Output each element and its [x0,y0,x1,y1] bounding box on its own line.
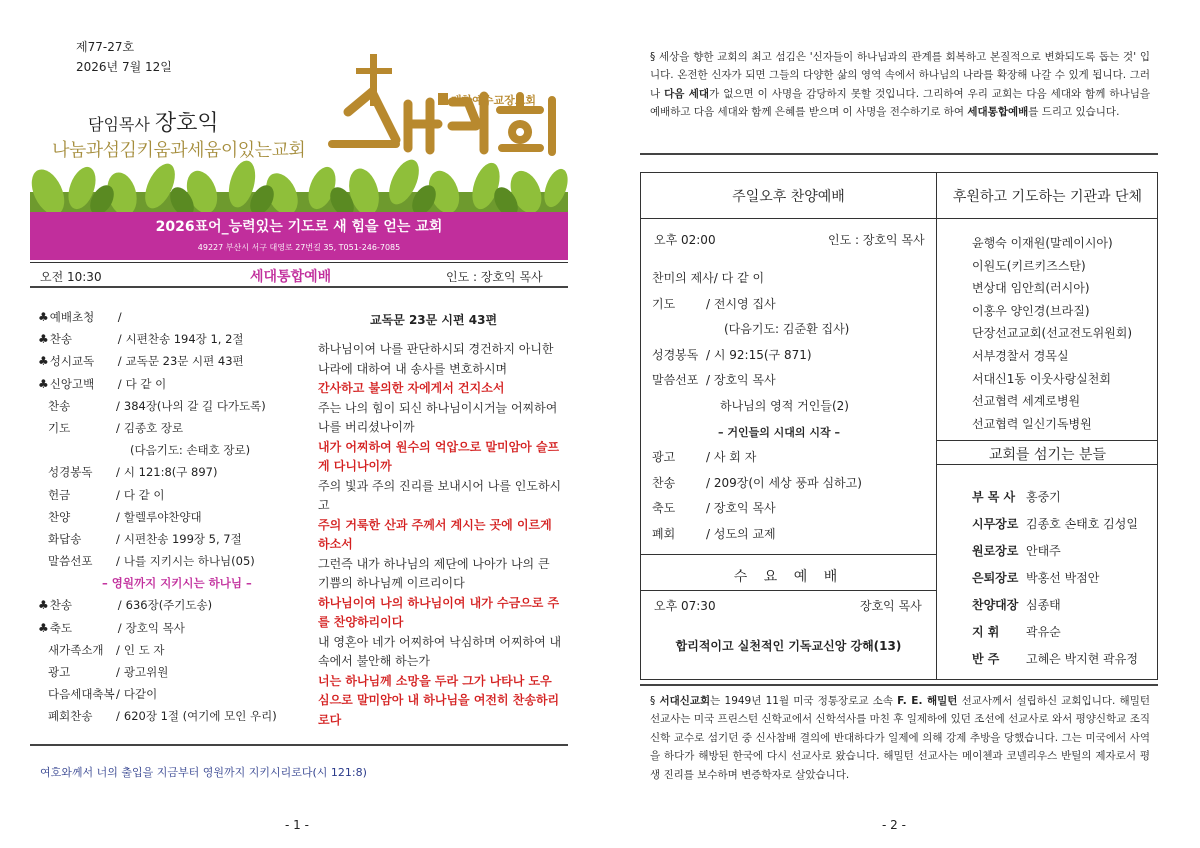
sunday-order-item [652,522,932,548]
servant-names: 곽유순 [1026,625,1061,639]
order-value: 장호익 목사 [125,620,185,635]
service-title: 세대통합예배 [250,269,332,285]
order-separator: / [116,665,120,679]
order-label: 축도 [652,501,676,516]
order-label: 말씀선포 [48,554,93,569]
order-label: 새가족소개 [48,642,104,657]
order-label: 찬미의 제사 [652,271,714,285]
banner-title: 2026표어_능력있는 기도로 새 힘을 얻는 교회 [155,219,443,235]
order-label: 폐회찬송 [48,709,93,724]
order-value: – 거인들의 시대의 시작 – [718,425,840,439]
order-separator: / [116,642,120,657]
club-icon: ♣ [38,376,49,391]
order-label: 찬양 [48,509,71,524]
servants-list [972,484,1138,673]
reading-response: 하나님이여 나의 하나님이여 내가 수금으로 주를 찬양하리이다 [318,595,560,629]
order-item [38,661,308,683]
order-value: 시편찬송 199장 5, 7절 [123,531,242,546]
reading-line: 하나님이여 나를 판단하시되 경건하지 아니한 나라에 대하여 내 송사를 변호하시며 [318,342,554,376]
order-value: 636장(주기도송) [125,598,213,613]
divider [30,744,568,746]
history-paragraph [650,692,1150,784]
supporter-item: 선교협력 세계로병원 [972,394,1081,409]
paragraph-text: 선교사께서 설립하신 교회입니다. 해밀턴 선교사는 미국 프린스턴 신학교에서 신학석사를 마친 후 일제하에 있던 조선에 선교사로 와서 평양신학교 조직신학 교수로 섬기던 중 신사참배 결의에 반대하다가 일제에 의해 강제 추방을 당했습니다. 그는 미국에서 사역을 하다가 해방된 한국에 다시 선교사로 왔습니다. 해밀턴 선교사는 메이첸과 코넬리우스 반틸의 제자로서 평생 진리를 보수하며 변증학자로 살았습니다. [650,695,1150,781]
order-value: 교독문 23문 시편 43편 [125,354,244,369]
order-label: 광고 [652,450,676,465]
order-item [38,484,308,506]
order-value: 384장(나의 갈 길 다가도록) [123,398,266,413]
order-label: 축도 [49,620,72,635]
order-value: 사 회 자 [713,450,757,465]
order-separator: / [117,376,122,391]
order-label: 찬송 [48,398,71,413]
supporter-item: 단장선교교회(선교전도위원회) [972,326,1133,341]
order-value: 나를 지키시는 하나님(05) [123,554,255,569]
order-separator: / [117,598,122,613]
order-item [38,439,308,461]
leaves-decoration [30,152,568,214]
order-separator: / [116,531,120,546]
banner-address: 49227 부산시 서구 대영로 27번길 35, T051-246-7085 [197,243,401,252]
order-item [38,639,308,661]
reading-line: 내 영혼아 네가 어찌하여 낙심하며 어찌하여 내 속에서 불안해 하는가 [318,634,562,668]
order-item [38,572,308,594]
paragraph-text: § 세상을 향한 교회의 최고 섬김은 '신자들이 하나님과의 관계를 회복하고 본질적으로 변화되도록 돕는 것' 입니다. 온전한 신자가 되면 그들의 다양한 삶의 영역 속에서 하나님의 나라를 확장해 나갈 수 있게 됩니다. 그러나 [650,51,1150,100]
supporter-item: 이원도(키르키즈스탄) [972,258,1086,273]
order-item [38,373,308,395]
supporter-item: 이홍우 양인경(브라질) [972,303,1090,318]
order-separator: / [706,526,711,541]
divider [937,464,1158,465]
denomination-text: 대한예수교장로회 [451,94,537,107]
order-label: 기도 [48,420,71,435]
supporters-list [972,232,1132,435]
order-label: 성경봉독 [48,465,93,480]
reading-line: 그런즉 내가 하나님의 제단에 나아가 나의 큰 기쁨의 하나님께 이르리이다 [318,556,550,590]
divider [30,286,568,288]
order-value: 시편찬송 194장 1, 2절 [125,332,244,347]
order-value: 620장 1절 (여기에 모인 우리) [123,709,277,724]
servant-role: 부 목 사 [972,490,1016,504]
order-separator: / [116,687,120,702]
closing-verse: 여호와께서 너의 출입을 지금부터 영원까지 지키시리로다(시 121:8) [40,766,367,779]
issue-date: 2026년 7월 12일 [76,60,172,74]
wednesday-sermon: 합리적이고 실천적인 기독교신앙 강해(13) [675,639,902,653]
supporter-item: 서대신1동 이웃사랑실천회 [972,371,1111,386]
order-separator: / [706,296,711,311]
divider [30,262,568,263]
reading-response: 너는 하나님께 소망을 두라 그가 나타나 도우심으로 말미암아 내 하나님을 여전히 찬송하리로다 [318,673,560,727]
slogan-banner [30,212,568,260]
servant-item [972,511,1138,538]
club-icon: ♣ [38,332,49,347]
order-value: 인 도 자 [123,642,165,657]
sunday-order-item [652,394,932,420]
order-separator: / [706,373,711,388]
reading-line: 주는 나의 힘이 되신 하나님이시거늘 어찌하여 나를 버리셨나이까 [318,400,558,434]
sunday-order-item [652,343,932,369]
order-item [38,506,308,528]
order-label: 찬송 [49,598,72,613]
order-item [38,417,308,439]
order-separator: / [706,501,711,516]
divider [640,590,937,591]
reading-response: 간사하고 불의한 자에게서 건지소서 [318,381,505,395]
order-value: 다 같 이 [721,271,765,285]
order-separator: / [117,620,122,635]
order-item [38,550,308,572]
reading-response: 내가 어찌하여 원수의 억압으로 말미암아 슬프게 다니나이까 [318,439,560,473]
order-separator: / [116,554,120,569]
order-label: 폐회 [652,526,676,541]
servant-item [972,592,1138,619]
order-label: 신앙고백 [49,376,95,391]
senior-pastor [88,106,219,137]
club-icon: ♣ [38,310,49,324]
order-label: 성시교독 [49,354,95,369]
sunday-order-item [652,292,932,318]
paragraph-text: 가 없으면 이 사명을 감당하지 못할 것입니다. 그리하여 우리 교회는 다음 세대와 함께 하나님을 예배하고 다음 세대와 함께 은혜를 받으며 이 사명을 전수하기로 하여 [650,87,1150,119]
intro-paragraph [650,48,1150,122]
pastor-name: 장호익 [154,111,219,136]
sunday-order-item [652,445,932,471]
denomination-label [438,92,536,108]
order-separator: / [713,271,718,285]
wednesday-service-leader: 장호익 목사 [860,599,922,613]
pastor-label: 담임목사 [88,115,150,134]
order-label: 예배초청 [49,310,95,324]
sunday-order-item [652,471,932,497]
sunday-order-item [652,266,932,292]
servant-names: 김종호 손태호 김성일 [1026,517,1138,531]
divider [640,153,1158,155]
club-icon: ♣ [38,620,49,635]
page-number: - 2 - [882,818,906,832]
divider [640,218,1158,219]
servant-role: 은퇴장로 [972,571,1019,585]
supporter-item: 선교협력 일신기독병원 [972,416,1092,431]
order-separator: / [116,487,120,502]
order-separator: / [116,420,120,435]
club-icon: ♣ [38,598,49,613]
order-label: 말씀선포 [652,373,699,388]
order-item [38,594,308,616]
emphasis-text: F. E. 해밀턴 [897,695,958,707]
order-label: 헌금 [48,487,71,502]
order-value: 전시영 집사 [713,296,776,311]
order-item [38,350,308,372]
order-separator: / [116,709,120,724]
order-value: 광고위원 [123,665,169,679]
order-item [38,395,308,417]
supporter-item: 윤행숙 이재원(말레이시아) [972,236,1113,250]
sunday-service-title: 주일오후 찬양예배 [732,189,845,205]
order-item [38,683,308,705]
wednesday-service-title: 수 요 예 배 [733,569,844,585]
emphasis-text: 서대신교회 [659,695,711,707]
divider [640,554,937,555]
reading-title: 교독문 23문 시편 43편 [370,313,498,327]
order-value: 장호익 목사 [713,373,776,388]
servant-item [972,646,1138,673]
church-motto: 나눔과섬김키움과세움이있는교회 [52,140,306,161]
order-item [38,328,308,350]
order-label: 성경봉독 [652,347,699,362]
servant-names: 홍중기 [1026,490,1061,504]
supporter-item: 서부경찰서 경목실 [972,348,1069,363]
order-item [38,528,308,550]
supporters-title: 후원하고 기도하는 기관과 단체 [952,189,1143,205]
paragraph-text: § [650,695,660,707]
order-separator: / [116,398,120,413]
page-number: - 1 - [285,818,309,832]
divider [936,172,937,680]
servant-names: 고혜은 박지현 곽유정 [1026,652,1138,666]
order-value: 다같이 [123,687,158,702]
sunday-order-item [652,420,932,446]
order-value: 다 같 이 [125,376,167,391]
servant-role: 시무장로 [972,517,1019,531]
sunday-service-leader: 인도 : 장호익 목사 [828,233,925,247]
supporter-item: 변상대 임안희(러시아) [972,281,1090,296]
issue-number: 제77-27호 [76,40,135,54]
sunday-order-item [652,496,932,522]
servant-role: 지 휘 [972,625,1000,639]
order-value: 장호익 목사 [713,501,776,516]
order-item [38,306,308,328]
servant-names: 안태주 [1026,544,1061,558]
order-label: 찬송 [49,332,72,347]
order-value: 다 같 이 [123,487,165,502]
order-separator: / [706,450,711,465]
paragraph-text: 를 드리고 있습니다. [1028,106,1120,119]
servant-item [972,538,1138,565]
order-item [38,705,308,727]
order-label: 광고 [48,665,71,679]
order-separator: / [706,347,711,362]
emphasis-text: 세대통합예배 [967,106,1029,119]
servant-role: 원로장로 [972,544,1019,558]
servant-item [972,619,1138,646]
order-separator: / [116,509,120,524]
service-leader: 인도 : 장호익 목사 [446,270,543,284]
divider [937,440,1158,441]
order-separator: / [706,475,711,490]
order-label: 찬송 [652,475,676,490]
order-separator: / [117,354,122,369]
order-value: 김종호 장로 [123,420,184,435]
order-separator: / [116,465,120,480]
worship-order [38,306,308,728]
order-item [38,461,308,483]
order-value: 할렐루야찬양대 [123,509,202,524]
order-separator: / [117,310,122,324]
servant-names: 박홍선 박점안 [1026,571,1100,585]
emphasis-text: 다음 세대 [664,87,710,100]
order-item [38,617,308,639]
order-value: 시 92:15(구 871) [713,347,812,362]
responsive-reading [318,340,562,730]
sunday-order-item [652,317,932,343]
order-value: (다음기도: 김준환 집사) [724,322,850,337]
club-icon: ♣ [38,354,49,369]
order-label: 다음세대축복 [48,687,115,702]
order-separator: / [117,332,122,347]
servant-item [972,565,1138,592]
servant-names: 심종태 [1026,598,1061,612]
order-value: 성도의 교제 [713,526,776,541]
order-value: 하나님의 영적 거인들(2) [720,398,849,413]
order-value: 209장(이 세상 풍파 심하고) [713,475,862,490]
order-value: – 영원까지 지키시는 하나님 – [102,576,252,591]
wednesday-service-time: 오후 07:30 [654,599,716,613]
sunday-order [652,266,932,548]
order-value: 시 121:8(구 897) [123,465,218,480]
order-label: 화답송 [48,531,82,546]
servants-title: 교회를 섬기는 분들 [988,447,1107,463]
order-value: (다음기도: 손태호 장로) [130,443,251,458]
denomination-mark-icon [438,93,448,105]
divider [640,684,1158,686]
reading-response: 주의 거룩한 산과 주께서 계시는 곳에 이르게 하소서 [318,517,552,551]
servant-item [972,484,1138,511]
order-label: 기도 [652,296,676,311]
reading-line: 주의 빛과 주의 진리를 보내시어 나를 인도하시고 [318,478,562,512]
service-time: 오전 10:30 [40,270,102,284]
servant-role: 반 주 [972,652,1000,666]
paragraph-text: 는 1949년 11월 미국 정통장로교 소속 [710,695,898,707]
servant-role: 찬양대장 [972,598,1019,612]
sunday-service-time: 오후 02:00 [654,233,716,247]
sunday-order-item [652,368,932,394]
